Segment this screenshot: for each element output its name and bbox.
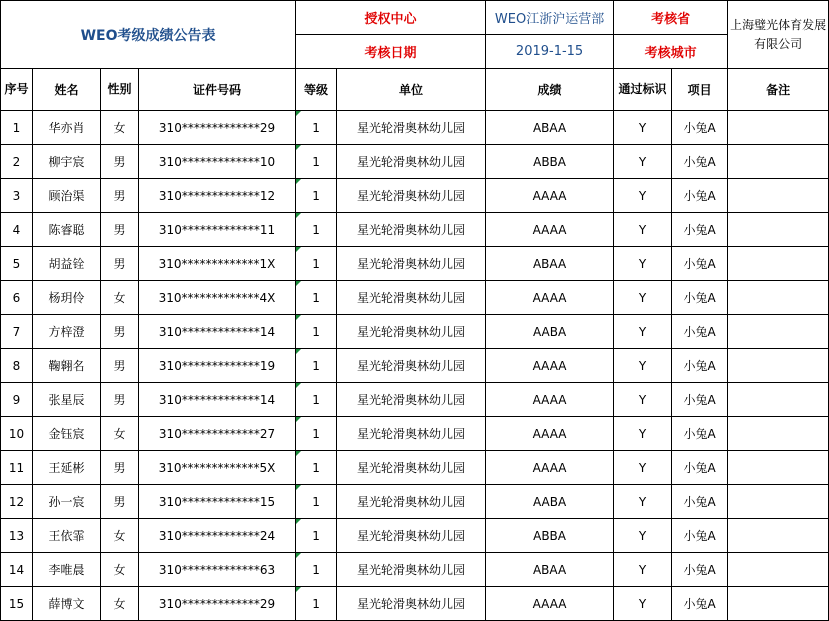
company-name: 上海璧光体育发展有限公司 [728, 1, 829, 69]
cell-unit: 星光轮滑奥林幼儿园 [337, 553, 486, 587]
cell-score: ABAA [486, 247, 614, 281]
cell-unit: 星光轮滑奥林幼儿园 [337, 417, 486, 451]
cell-pass: Y [614, 111, 672, 145]
col-header-score: 成绩 [486, 69, 614, 111]
cell-level: 1 [296, 451, 337, 485]
cell-name: 顾治渠 [33, 179, 101, 213]
cell-score: AABA [486, 315, 614, 349]
cell-level: 1 [296, 417, 337, 451]
cell-no: 13 [1, 519, 33, 553]
table-body [1, 111, 829, 621]
cell-item: 小兔A [672, 519, 728, 553]
cell-remark [728, 315, 829, 349]
cell-gender: 男 [101, 349, 139, 383]
cell-item: 小兔A [672, 179, 728, 213]
auth-center-value: WEO江浙沪运营部 [486, 1, 614, 35]
cell-gender: 男 [101, 451, 139, 485]
auth-center-label: 授权中心 [296, 1, 486, 35]
cell-remark [728, 179, 829, 213]
table-row [1, 213, 829, 247]
cell-remark [728, 349, 829, 383]
cell-item: 小兔A [672, 111, 728, 145]
cell-score: ABBA [486, 145, 614, 179]
cell-pass: Y [614, 451, 672, 485]
cell-gender: 男 [101, 179, 139, 213]
cell-pass: Y [614, 553, 672, 587]
cell-unit: 星光轮滑奥林幼儿园 [337, 451, 486, 485]
cell-level: 1 [296, 145, 337, 179]
sheet-title: WEO考级成绩公告表 [1, 1, 296, 69]
cell-score: AAAA [486, 349, 614, 383]
cell-pass: Y [614, 519, 672, 553]
cell-name: 薛博文 [33, 587, 101, 621]
col-header-no: 序号 [1, 69, 33, 111]
cell-id-number: 310*************14 [139, 383, 296, 417]
cell-id-number: 310*************5X [139, 451, 296, 485]
cell-no: 15 [1, 587, 33, 621]
cell-score: AAAA [486, 213, 614, 247]
cell-level: 1 [296, 383, 337, 417]
cell-id-number: 310*************19 [139, 349, 296, 383]
cell-level: 1 [296, 315, 337, 349]
cell-unit: 星光轮滑奥林幼儿园 [337, 111, 486, 145]
col-header-level: 等级 [296, 69, 337, 111]
cell-item: 小兔A [672, 553, 728, 587]
table-row [1, 145, 829, 179]
cell-pass: Y [614, 485, 672, 519]
cell-unit: 星光轮滑奥林幼儿园 [337, 247, 486, 281]
table-row [1, 281, 829, 315]
cell-id-number: 310*************10 [139, 145, 296, 179]
table-row [1, 485, 829, 519]
cell-no: 12 [1, 485, 33, 519]
cell-pass: Y [614, 281, 672, 315]
cell-remark [728, 553, 829, 587]
cell-name: 金钰宸 [33, 417, 101, 451]
cell-level: 1 [296, 485, 337, 519]
cell-level: 1 [296, 349, 337, 383]
cell-item: 小兔A [672, 417, 728, 451]
cell-gender: 男 [101, 145, 139, 179]
cell-gender: 女 [101, 519, 139, 553]
col-header-gender: 性别 [101, 69, 139, 111]
table-row [1, 451, 829, 485]
exam-date-label: 考核日期 [296, 35, 486, 69]
cell-no: 6 [1, 281, 33, 315]
cell-pass: Y [614, 315, 672, 349]
table-row [1, 349, 829, 383]
cell-pass: Y [614, 145, 672, 179]
cell-score: ABBA [486, 519, 614, 553]
cell-id-number: 310*************29 [139, 587, 296, 621]
cell-remark [728, 383, 829, 417]
col-header-remark: 备注 [728, 69, 829, 111]
cell-score: AAAA [486, 383, 614, 417]
cell-level: 1 [296, 111, 337, 145]
table-row [1, 587, 829, 621]
cell-pass: Y [614, 349, 672, 383]
cell-item: 小兔A [672, 485, 728, 519]
cell-level: 1 [296, 281, 337, 315]
cell-name: 孙一宸 [33, 485, 101, 519]
cell-item: 小兔A [672, 315, 728, 349]
cell-item: 小兔A [672, 247, 728, 281]
table-row [1, 111, 829, 145]
table-row [1, 519, 829, 553]
cell-pass: Y [614, 179, 672, 213]
cell-item: 小兔A [672, 281, 728, 315]
col-header-unit: 单位 [337, 69, 486, 111]
cell-gender: 男 [101, 485, 139, 519]
cell-gender: 女 [101, 281, 139, 315]
cell-item: 小兔A [672, 383, 728, 417]
province-label: 考核省 [614, 1, 728, 35]
cell-no: 11 [1, 451, 33, 485]
cell-pass: Y [614, 417, 672, 451]
cell-level: 1 [296, 519, 337, 553]
cell-remark [728, 587, 829, 621]
cell-gender: 男 [101, 247, 139, 281]
cell-no: 3 [1, 179, 33, 213]
cell-remark [728, 519, 829, 553]
cell-no: 9 [1, 383, 33, 417]
cell-unit: 星光轮滑奥林幼儿园 [337, 485, 486, 519]
cell-item: 小兔A [672, 349, 728, 383]
cell-name: 鞠翱名 [33, 349, 101, 383]
col-header-pass: 通过标识 [614, 69, 672, 111]
cell-unit: 星光轮滑奥林幼儿园 [337, 315, 486, 349]
cell-id-number: 310*************27 [139, 417, 296, 451]
cell-id-number: 310*************24 [139, 519, 296, 553]
table-row [1, 179, 829, 213]
cell-remark [728, 145, 829, 179]
cell-remark [728, 417, 829, 451]
exam-date-value: 2019-1-15 [486, 35, 614, 69]
cell-gender: 女 [101, 553, 139, 587]
table-row [1, 383, 829, 417]
cell-id-number: 310*************15 [139, 485, 296, 519]
cell-gender: 男 [101, 383, 139, 417]
cell-score: AAAA [486, 417, 614, 451]
cell-name: 陈睿聪 [33, 213, 101, 247]
cell-name: 张星辰 [33, 383, 101, 417]
cell-name: 李唯晨 [33, 553, 101, 587]
cell-gender: 男 [101, 315, 139, 349]
cell-level: 1 [296, 247, 337, 281]
cell-gender: 女 [101, 111, 139, 145]
table-row [1, 247, 829, 281]
cell-item: 小兔A [672, 451, 728, 485]
table-row [1, 315, 829, 349]
cell-name: 杨玥伶 [33, 281, 101, 315]
cell-pass: Y [614, 587, 672, 621]
cell-name: 华亦肖 [33, 111, 101, 145]
cell-level: 1 [296, 213, 337, 247]
cell-name: 柳宇宸 [33, 145, 101, 179]
cell-no: 2 [1, 145, 33, 179]
cell-score: AAAA [486, 587, 614, 621]
cell-no: 5 [1, 247, 33, 281]
cell-gender: 男 [101, 213, 139, 247]
cell-no: 7 [1, 315, 33, 349]
col-header-name: 姓名 [33, 69, 101, 111]
cell-pass: Y [614, 247, 672, 281]
cell-remark [728, 111, 829, 145]
cell-name: 王延彬 [33, 451, 101, 485]
cell-level: 1 [296, 587, 337, 621]
cell-remark [728, 485, 829, 519]
cell-remark [728, 213, 829, 247]
cell-remark [728, 247, 829, 281]
cell-name: 方梓澄 [33, 315, 101, 349]
cell-unit: 星光轮滑奥林幼儿园 [337, 145, 486, 179]
cell-remark [728, 281, 829, 315]
cell-no: 10 [1, 417, 33, 451]
cell-no: 8 [1, 349, 33, 383]
cell-unit: 星光轮滑奥林幼儿园 [337, 519, 486, 553]
cell-id-number: 310*************4X [139, 281, 296, 315]
cell-score: AAAA [486, 281, 614, 315]
cell-item: 小兔A [672, 587, 728, 621]
cell-pass: Y [614, 383, 672, 417]
cell-gender: 女 [101, 417, 139, 451]
col-header-item: 项目 [672, 69, 728, 111]
cell-unit: 星光轮滑奥林幼儿园 [337, 213, 486, 247]
cell-score: AABA [486, 485, 614, 519]
cell-unit: 星光轮滑奥林幼儿园 [337, 281, 486, 315]
cell-id-number: 310*************12 [139, 179, 296, 213]
city-label: 考核城市 [614, 35, 728, 69]
cell-id-number: 310*************14 [139, 315, 296, 349]
cell-id-number: 310*************1X [139, 247, 296, 281]
cell-level: 1 [296, 179, 337, 213]
cell-score: ABAA [486, 553, 614, 587]
cell-score: ABAA [486, 111, 614, 145]
cell-name: 胡益铨 [33, 247, 101, 281]
cell-score: AAAA [486, 451, 614, 485]
cell-item: 小兔A [672, 145, 728, 179]
table-row [1, 553, 829, 587]
cell-id-number: 310*************63 [139, 553, 296, 587]
cell-name: 王依霏 [33, 519, 101, 553]
cell-no: 1 [1, 111, 33, 145]
cell-id-number: 310*************29 [139, 111, 296, 145]
cell-unit: 星光轮滑奥林幼儿园 [337, 179, 486, 213]
cell-no: 4 [1, 213, 33, 247]
cell-unit: 星光轮滑奥林幼儿园 [337, 349, 486, 383]
col-header-id: 证件号码 [139, 69, 296, 111]
column-header-row [1, 69, 829, 111]
cell-unit: 星光轮滑奥林幼儿园 [337, 383, 486, 417]
cell-item: 小兔A [672, 213, 728, 247]
cell-score: AAAA [486, 179, 614, 213]
cell-no: 14 [1, 553, 33, 587]
cell-remark [728, 451, 829, 485]
cell-unit: 星光轮滑奥林幼儿园 [337, 587, 486, 621]
cell-pass: Y [614, 213, 672, 247]
cell-id-number: 310*************11 [139, 213, 296, 247]
cell-level: 1 [296, 553, 337, 587]
table-row [1, 417, 829, 451]
cell-gender: 女 [101, 587, 139, 621]
